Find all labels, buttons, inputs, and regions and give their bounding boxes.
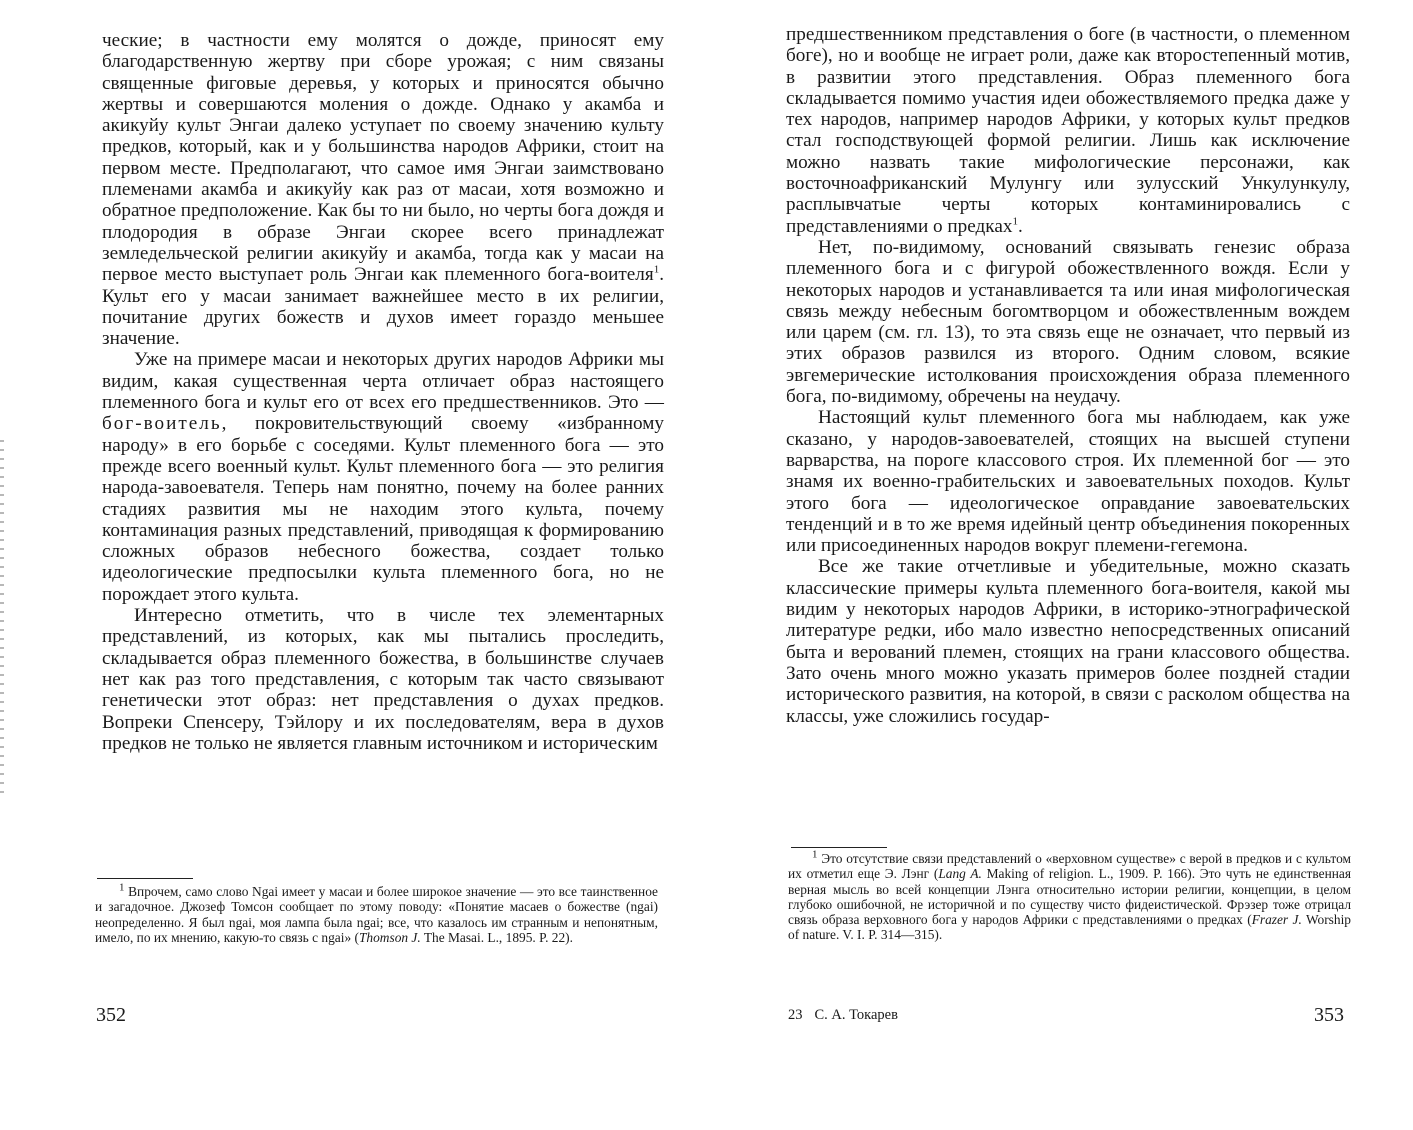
signature-number: 23 xyxy=(788,1007,803,1023)
printer-signature xyxy=(788,1006,898,1024)
footnote: $^1$ Впрочем, само слово Ngai имеет у масаи и более широкое значение — это все таинственное и загадочное. Джозеф Томсон сообщает по этому поводу: «Понятие масаев о божестве (ngai) неопределенно. Я был ngai, моя лампа была ngai; все, что казалось им странным и непонятным, имело, по их мнению, какую-то связь с ngai» (Thomson J. The Masai. L., 1895. P. 22). xyxy=(95,881,658,945)
paragraph: Настоящий культ племенного бога мы наблюдаем, как уже сказано, у народов-завоевателей, стоящих на высшей ступени варварства, на пороге классового строя. Их племенной бог — это знамя их военно-грабительских и завоевательных походов. Культ этого бога — идеологическое оправдание завоевательских тенденций и в то же время идейный центр объединения покоренных или присоединенных народов вокруг племени-гегемона. xyxy=(786,407,1350,557)
citation-author: Frazer J. xyxy=(1251,912,1302,928)
paragraph: Нет, по-видимому, оснований связывать генезис образа племенного бога и с фигурой обожествленного вождя. Если у некоторых народов и устанавливается та или иная мифологическая связь между небесным богомтворцом и обожествленным вождем или царем (см. гл. 13), то эта связь еще не означает, что первый из этих образов развился из второго. Одним словом, всякие эвгемерические истолкования происхождения образа племенного бога, по-видимому, обречены на неудачу. xyxy=(786,236,1350,408)
citation-author: Lang A. xyxy=(938,866,982,882)
page-number: 352 xyxy=(96,1004,126,1026)
left-page xyxy=(0,0,706,1130)
footnote-ref: 1 xyxy=(653,263,660,276)
footnote-number: 1 xyxy=(119,881,125,894)
page-number: 353 xyxy=(1314,1004,1344,1026)
paragraph: предшественником представления о боге (в частности, о племенном боге), но и вообще не играет роли, даже как второстепенный мотив, в развитии этого представления. Образ племенного бога складывается помимо участия идеи обожествляемого предка даже у тех народов, например народов Африки, у которых культ предков стал господствующей формой религии. Лишь как исключение можно назвать такие мифологические персонажи, как восточноафриканский Мулунгу или зулусский Ункулункулу, расплывчатые черты которых контаминировались с представлениями о предках$^1$. xyxy=(786,24,1350,237)
paragraph: ческие; в частности ему молятся о дожде, приносят ему благодарственную жертву при сборе урожая; с ним связаны священные фиговые деревья, у которых и приносятся обычно жертвы и совершаются моления о дожде. Однако у акамба и акикуйу культ Энгаи далеко уступает по своему значению культу предков, который, как и у большинства народов Африки, стоит на первом месте. Предполагают, что самое имя Энгаи заимствовано племенами акамба и акикуйу как раз от масаи, хотя возможно и обратное предположение. Как бы то ни было, но черты бога дождя и плодородия в образе Энгаи скорее всего принадлежат земледельческой религии акикуйу и акамба, тогда как у масаи на первое место выступает роль Энгаи как племенного бога-воителя$^1$. Культ его у масаи занимает важнейшее место в их религии, почитание других божеств и духов имеет гораздо меньшее значение. xyxy=(102,30,664,350)
footnote-number: 1 xyxy=(812,848,818,861)
citation-author: Thomson J. xyxy=(358,929,421,945)
paragraph: Все же такие отчетливые и убедительные, можно сказать классические примеры культа племенного бога-воителя, какой мы видим у некоторых народов Африки, в историко-этнографической литературе редки, ибо мало известно непосредственных описаний быта и верований племен, стоящих на грани классового общества. Зато очень много можно указать примеров более поздней стадии исторического развития, на которой, в связи с расколом общества на классы, уже сложились государ- xyxy=(786,556,1350,727)
footnote: $^1$ Это отсутствие связи представлений о «верховном существе» с верой в предков и с культом их отметил еще Э. Лэнг (Lang A. Making of religion. L., 1909. P. 166). Это чуть не единственная верная мысль во всей концепции Лэнга относительно истории религии, концепции, в целом глубоко ошибочной, не историчной и по существу чисто фидеистической. Фрэзер тоже отрицал связь образа верховного бога у народов Африки с представлениями о предках (Frazer J. Worship of nature. V. I. P. 314—315). xyxy=(788,848,1351,943)
signature-author: С. А. Токарев xyxy=(814,1007,898,1023)
right-page xyxy=(706,0,1413,1130)
paragraph: Интересно отметить, что в числе тех элементарных представлений, из которых, как мы пытались проследить, складывается образ племенного божества, в большинстве случаев нет как раз того представления, с которым так часто связывают генетически этот образ: нет представления о духах предков. Вопреки Спенсеру, Тэйлору и их последователям, вера в духов предков не только не является главным источником и историческим xyxy=(102,605,664,754)
left-body-text xyxy=(102,30,664,754)
paragraph: Уже на примере масаи и некоторых других народов Африки мы видим, какая существенная черта отличает образ настоящего племенного бога и культ его от всех его предшественников. Это — бог-воитель, покровительствующий своему «избранному народу» в его борьбе с соседями. Культ племенного бога — это прежде всего военный культ. Культ племенного бога — это религия народа-завоевателя. Теперь нам понятно, почему на более ранних стадиях развития мы не находим этого культа, почему контаминация разных представлений, приводящая к формированию сложных образов небесного божества, создает только идеологические предпосылки культа племенного бога, но не порождает этого культа. xyxy=(102,349,664,605)
footnote-rule xyxy=(97,878,193,879)
right-body-text xyxy=(786,24,1350,727)
emphasized-term: бог-воитель xyxy=(102,413,222,435)
footnote-rule xyxy=(791,847,887,848)
footnote-ref: 1 xyxy=(1012,215,1018,228)
scan-edge-marks xyxy=(0,440,4,800)
